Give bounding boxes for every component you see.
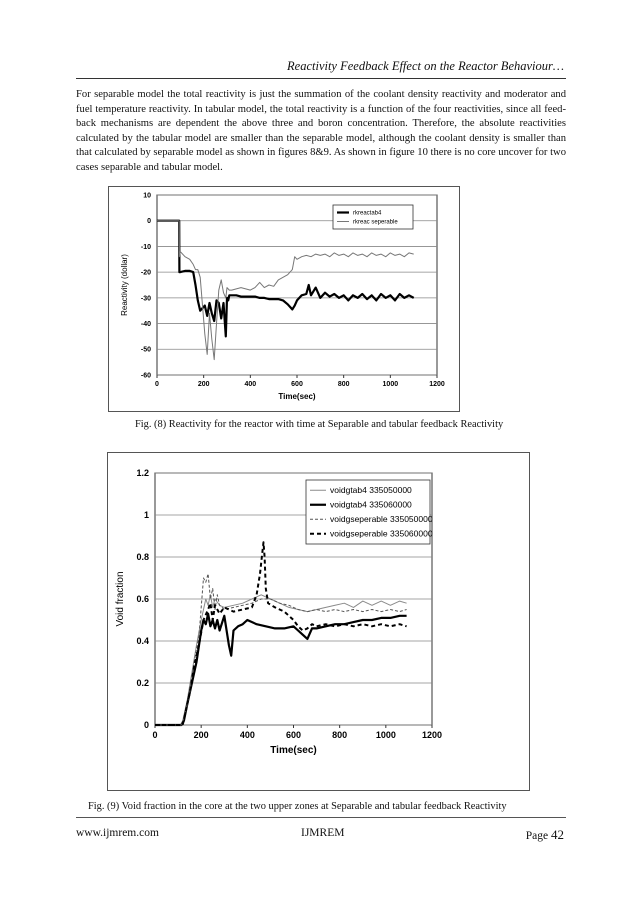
y-tick-label: 0.6 <box>136 594 149 605</box>
legend-label: voidgtab4 335050000 <box>330 485 412 496</box>
x-tick-label: 0 <box>155 381 159 388</box>
x-tick-label: 600 <box>285 730 302 740</box>
y-tick-label: 0 <box>143 720 149 731</box>
legend-label: voidgseperable 335060000 <box>330 528 433 539</box>
footer-website[interactable]: www.ijmrem.com <box>76 827 159 839</box>
x-tick-label: 1200 <box>429 381 445 388</box>
body-paragraph: For separable model the total reactivity is just the summation of the coolant density reactivity and moderator and fuel temperature reactivity. In tabular model, the total reactivity is a function of the four reactivities, since all feed-back mechanisms are dependent the above three and boron concentration. Therefore, the absolute reactivities calculated by the tabular model are smaller than the separable model, although the coolant density is smaller than that calculated by separable model as shown in figures 8&9. As shown in figure 10 there is no core uncover for two cases separable and tabular model. <box>76 89 566 173</box>
y-tick-label: -20 <box>140 269 151 277</box>
x-tick-label: 600 <box>291 381 303 388</box>
y-tick-label: -30 <box>140 295 151 303</box>
x-tick-label: 800 <box>332 730 348 740</box>
y-tick-label: -10 <box>140 243 151 251</box>
x-tick-label: 800 <box>337 381 350 388</box>
x-axis-label: Time(sec) <box>270 745 317 756</box>
figure-9-frame <box>107 452 530 791</box>
figure-8-caption: Fig. (8) Reactivity for the reactor with time at Separable and tabular feedback Reactivity <box>135 419 504 430</box>
y-tick-label: 0.8 <box>136 552 149 563</box>
y-tick-label: 10 <box>143 192 151 200</box>
x-tick-label: 0 <box>152 730 158 740</box>
figure-9-caption: Fig. (9) Void fraction in the core at the two upper zones at Separable and tabular feedback Reactivity <box>88 801 507 812</box>
y-tick-label: -40 <box>140 321 151 329</box>
legend-label: voidgseperable 335050000 <box>330 514 433 525</box>
x-tick-label: 1200 <box>421 730 443 740</box>
x-axis-label: Time(sec) <box>278 392 316 401</box>
footer-rule <box>76 817 566 818</box>
y-axis-label: Reactivity (dollar) <box>120 254 129 316</box>
y-tick-label: 1 <box>143 510 149 521</box>
footer-page <box>526 827 564 843</box>
running-header: Reactivity Feedback Effect on the Reactor Behaviour… <box>287 59 564 73</box>
figure-9-chart <box>108 453 529 790</box>
legend-label: rkreac seperable <box>353 219 398 226</box>
header-rule <box>76 78 566 79</box>
x-tick-label: 200 <box>193 730 209 740</box>
y-axis-label: Void fraction <box>115 571 126 627</box>
legend-label: rkreactab4 <box>353 210 382 217</box>
footer-page-label: Page <box>525 830 549 842</box>
figure-8-chart <box>109 187 459 411</box>
figure-8-frame <box>108 186 460 412</box>
y-tick-label: -50 <box>140 346 151 354</box>
footer-page-number: 42 <box>551 827 564 842</box>
x-tick-label: 400 <box>239 730 255 740</box>
x-tick-label: 1000 <box>375 730 396 740</box>
legend-label: voidgtab4 335060000 <box>330 499 412 510</box>
y-tick-label: -60 <box>140 372 151 380</box>
x-tick-label: 400 <box>244 381 257 388</box>
y-tick-label: 0.4 <box>136 636 149 647</box>
footer-journal: IJMREM <box>301 827 345 839</box>
x-tick-label: 200 <box>197 381 210 388</box>
y-tick-label: 0.2 <box>136 678 149 689</box>
y-tick-label: 1.2 <box>136 468 149 479</box>
x-tick-label: 1000 <box>382 381 399 388</box>
y-tick-label: 0 <box>147 218 151 226</box>
